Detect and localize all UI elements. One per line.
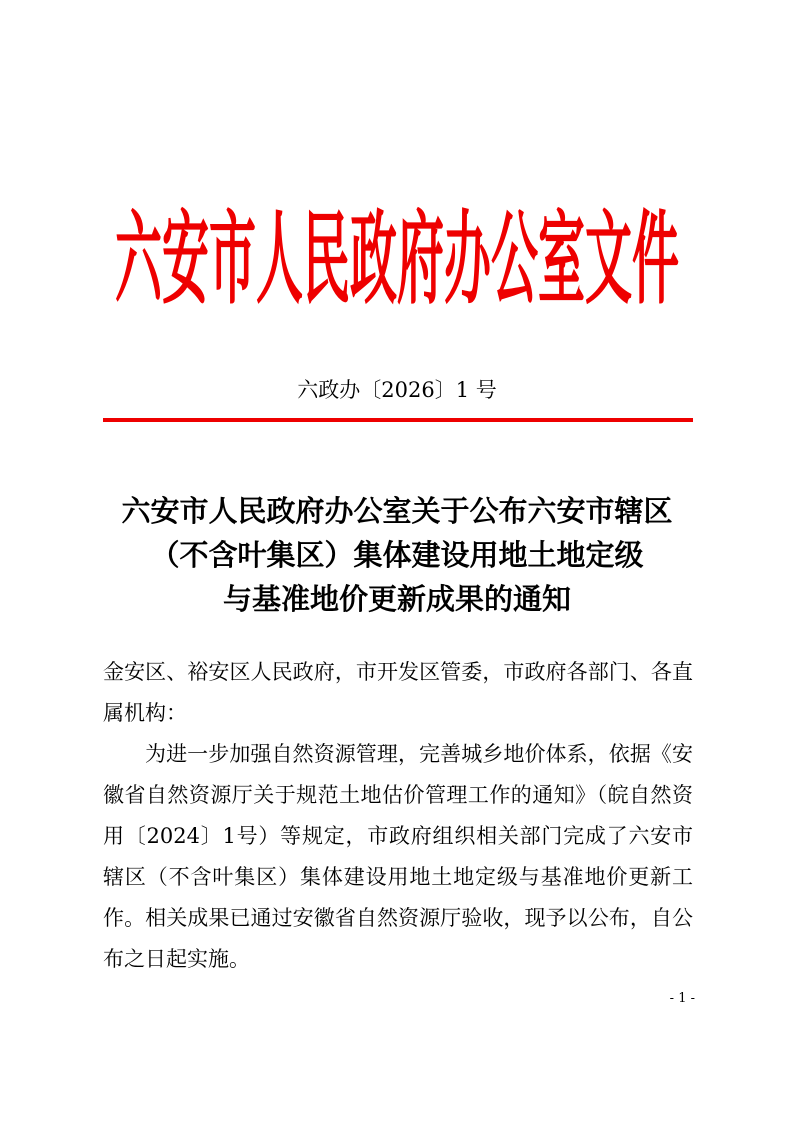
red-banner-row <box>0 201 794 320</box>
document-title-line-3: 与基准地价更新成果的通知 <box>222 582 571 616</box>
document-number: 六政办〔2026〕1 号 <box>297 378 497 402</box>
document-title <box>0 489 794 621</box>
addressee-line: 金安区、裕安区人民政府，市开发区管委，市政府各部门、各直属机构： <box>103 660 693 725</box>
document-title-line-1: 六安市人民政府办公室关于公布六安市辖区 <box>121 494 673 528</box>
red-divider-line <box>103 418 693 422</box>
document-body <box>103 652 693 980</box>
body-paragraph: 为进一步加强自然资源管理，完善城乡地价体系，依据《安徽省自然资源厅关于规范土地估价管理工作的通知》（皖自然资用〔2024〕1号）等规定，市政府组织相关部门完成了六安市辖区（不含叶集区）集体建设用地土地定级与基准地价更新工作。相关成果已通过安徽省自然资源厅验收，现予以公布，自公布之日起实施。 <box>103 742 693 971</box>
government-office-banner-title: 六安市人民政府办公室文件 <box>115 201 679 320</box>
page-number: - 1 - <box>669 991 695 1006</box>
document-title-line-2: （不含叶集区）集体建设用地土地定级 <box>150 538 644 572</box>
